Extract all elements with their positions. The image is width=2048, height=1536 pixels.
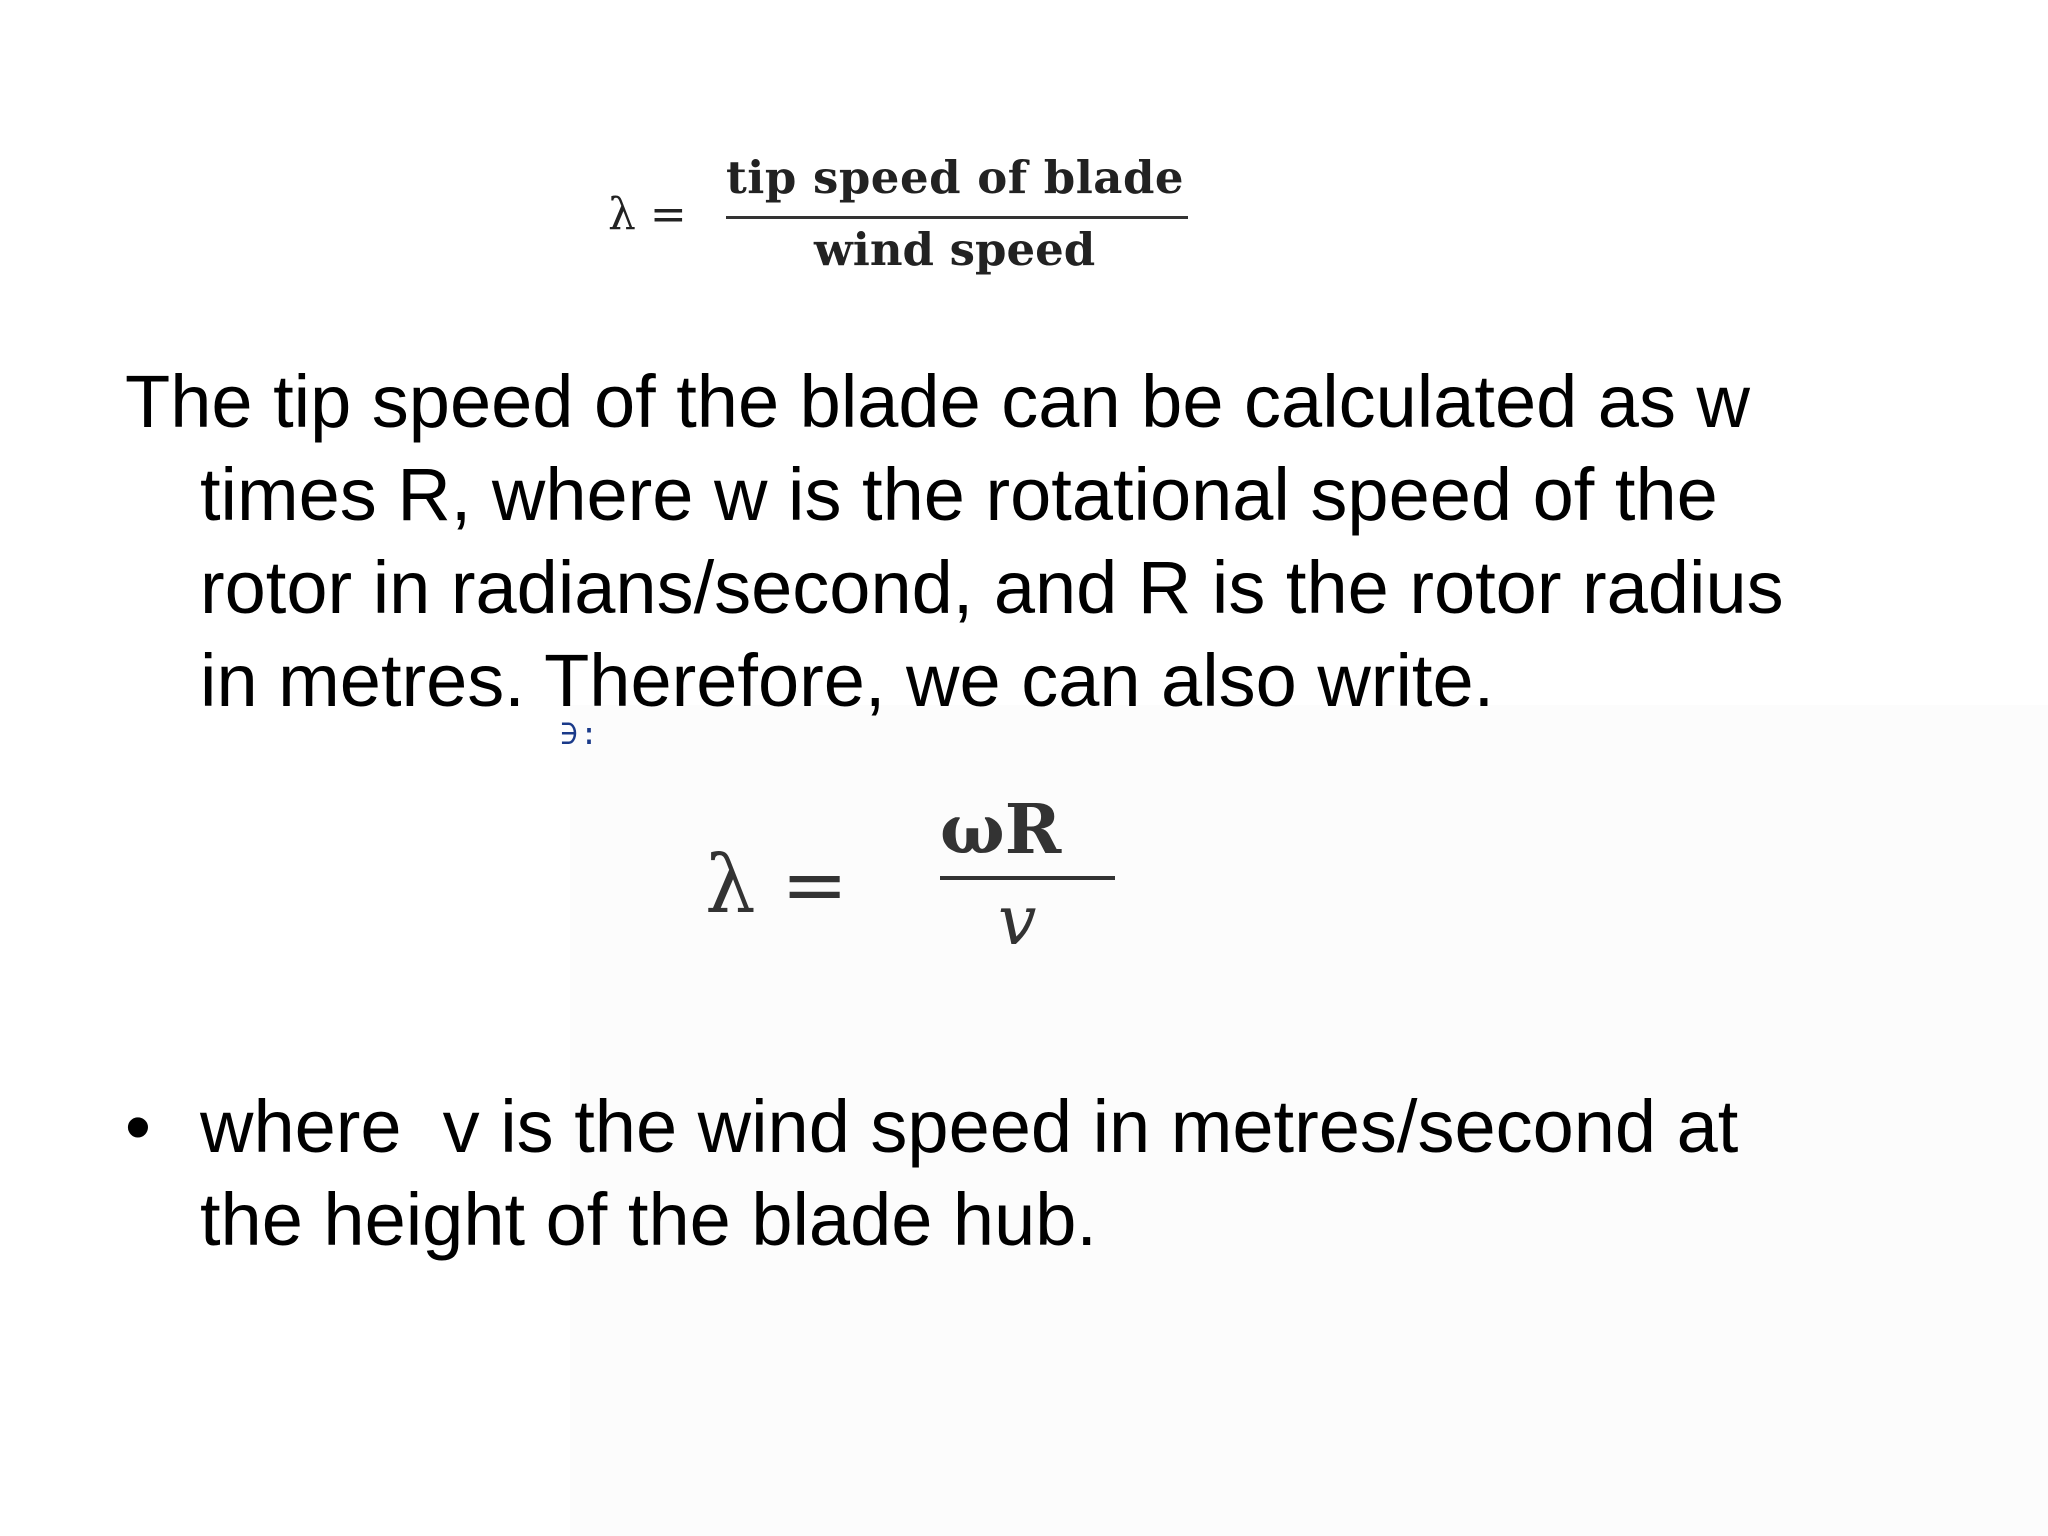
explanation-paragraph (125, 355, 1965, 727)
equation-lhs: λ = (608, 189, 687, 240)
equation-lhs: λ = (705, 838, 849, 931)
fraction-bar (940, 876, 1115, 880)
paragraph-line: times R, where w is the rotational speed of the (200, 453, 1718, 536)
bullet-line: where v is the wind speed in metres/second at (200, 1085, 1739, 1168)
paragraph-line: The tip speed of the blade can be calculated as w (125, 360, 1750, 443)
paragraph-line: in metres. Therefore, we can also write. (200, 639, 1495, 722)
fraction-bar (726, 216, 1188, 219)
bullet-list-item (125, 1080, 1965, 1266)
equation-denominator: v (998, 882, 1037, 961)
bullet-text (125, 1080, 1965, 1266)
equation-tip-speed-ratio-formula (700, 790, 1120, 970)
equation-numerator: tip speed of blade (726, 151, 1185, 204)
paragraph-line: rotor in radians/second, and R is the rotor radius (200, 546, 1784, 629)
bullet-line: the height of the blade hub. (200, 1178, 1097, 1261)
equation-numerator: ωR (940, 790, 1062, 870)
equation-denominator: wind speed (814, 223, 1096, 276)
bullet-icon: • (125, 1085, 151, 1168)
equation-tip-speed-ratio-definition (608, 150, 1188, 280)
image-artifact: ∋: (560, 717, 601, 752)
